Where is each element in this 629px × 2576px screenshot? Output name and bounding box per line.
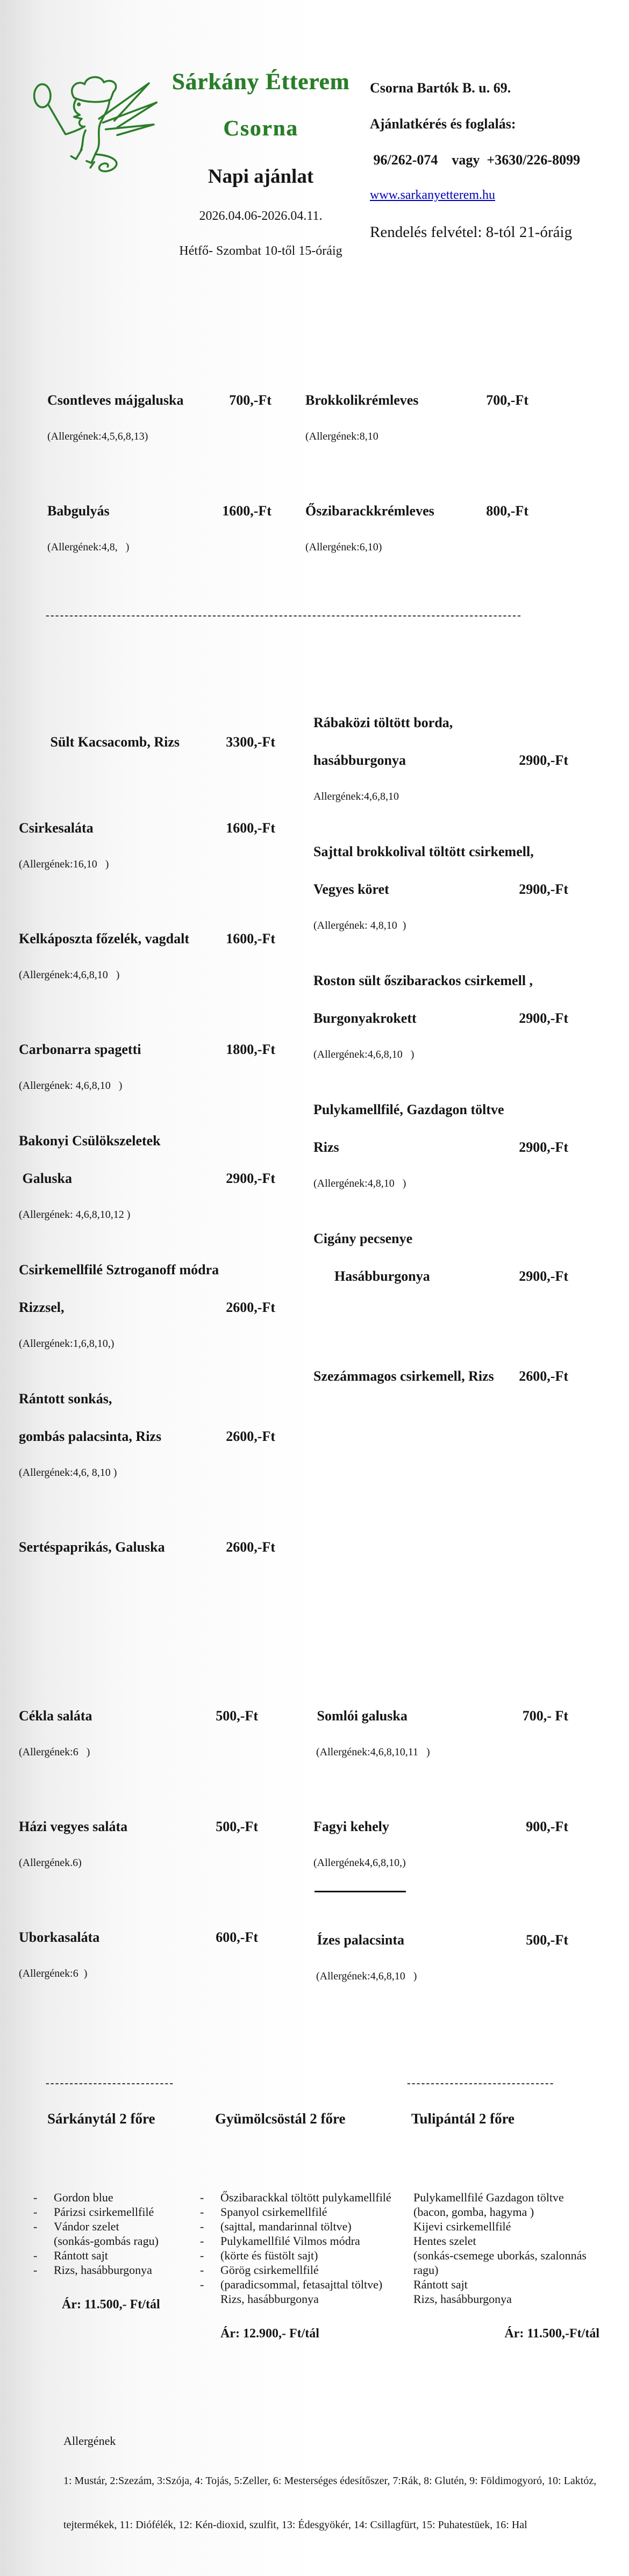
item-allergens: (Allergének:4,5,6,8,13) [47,430,148,442]
item-name: Burgonyakrokett [313,1010,417,1026]
menu-item [313,1892,568,2003]
platter-item-text: (sajttal, mandarinnal töltve) [220,2220,352,2233]
platter-item-text: (körte és füstölt sajt) [220,2249,318,2262]
item-price: 1600,-Ft [226,820,275,836]
platter-item [407,2205,606,2219]
platter-items [199,2161,407,2306]
allergen-line-1: 1: Mustár, 2:Szezám, 3:Szója, 4: Tojás, 5:Zeller, 6: Mesterséges édesítőszer, 7:Rák, 8: Glutén, 9: Földimogyoró, 10: Laktóz, [63,2475,597,2487]
menu-item [313,1081,568,1210]
platter-divider [199,2077,407,2090]
platter-item [32,2219,199,2234]
platter-item-text: Görög csirkemellfilé [220,2263,319,2277]
mains-section [0,665,629,1585]
platter-item [407,2248,606,2263]
item-name: Rizs [313,1139,339,1155]
opening-hours: Hétfő- Szombat 10-től 15-óráig [179,244,342,258]
platter-item-text: Gordon blue [54,2191,113,2204]
platter-item-text: Pulykamellfilé Vilmos módra [220,2234,360,2248]
item-name-line: Sajttal brokkolival töltött csirkemell, [313,844,534,859]
item-price: 500,-Ft [526,1932,568,1948]
dash-bullet: - [33,2205,38,2219]
menu-item [19,891,275,1002]
item-price: 500,-Ft [216,1708,258,1724]
item-allergens: (Allergének:4,6,8,10 ) [313,1970,417,1982]
item-price: 2900,-Ft [226,1171,275,1186]
platter-item [407,2219,606,2234]
platter-item [32,2248,199,2263]
platter-item [32,2234,199,2248]
platter-item-text: (bacon, gomba, hagyma ) [413,2205,534,2219]
item-allergens: (Allergének: 4,8,10 ) [313,920,406,931]
item-price: 2600,-Ft [226,1429,275,1444]
item-allergens: (Allergének:4,6,8,10 ) [19,969,120,981]
item-allergens: (Allergének: 4,6,8,10,12 ) [19,1209,131,1221]
menu-item [47,353,271,463]
platter-item-text: Rizs, hasábburgonya [54,2263,152,2277]
platter-item-text: (sonkás-csemege uborkás, szalonnás [413,2249,587,2262]
menu-item [47,463,271,574]
header-center [161,39,360,278]
dash-bullet [407,2263,413,2277]
item-price: 700,- Ft [522,1708,568,1724]
item-name-line: Csirkemellfilé Sztroganoff módra [19,1262,219,1278]
item-allergens: (Allergének:4,6,8,10 ) [313,1049,414,1060]
platter-item [199,2263,407,2277]
allergen-title: Allergének [63,2434,116,2448]
mains-column-left [19,665,275,1585]
item-allergens: (Allergének:6 ) [19,1746,90,1758]
allergen-footer [63,2414,629,2557]
platter-item [407,2263,606,2277]
platter-title: Gyümölcsöstál 2 főre [215,2111,346,2127]
dash-bullet: - [200,2263,204,2277]
menu-item [19,1779,258,1890]
restaurant-city: Csorna [223,116,298,140]
menu-item [313,1668,568,1779]
platter-item [199,2248,407,2263]
platter-item [407,2234,606,2248]
item-allergens: (Allergének:8,10 [305,430,378,442]
dash-bullet: - [33,2263,38,2277]
item-price: 2900,-Ft [519,881,568,897]
salads-desserts-section [0,1639,629,2003]
dash-bullet: - [33,2220,38,2233]
platter-item-text: Rántott sajt [413,2278,468,2291]
menu-item [19,1113,275,1242]
item-allergens: (Allergének.6) [19,1857,82,1869]
platter-item [199,2277,407,2292]
platter-item-text: (paradicsommal, fetasajttal töltve) [220,2278,383,2291]
item-price: 2900,-Ft [519,1268,568,1284]
item-price: 1800,-Ft [226,1042,275,1057]
mains-column-right [313,665,568,1585]
item-price: 500,-Ft [216,1819,258,1834]
platter-item [199,2219,407,2234]
dash-bullet: - [200,2205,204,2219]
item-allergens: Allergének:4,6,8,10 [313,791,399,802]
item-price: 2600,-Ft [226,1300,275,1315]
item-price: 900,-Ft [526,1819,568,1834]
item-allergens: (Allergének:4,8,10 ) [313,1178,406,1189]
platter-item-text: Vándor szelet [54,2220,119,2233]
item-price: 2900,-Ft [519,1139,568,1155]
platter-title: Tulipántál 2 főre [411,2111,515,2127]
item-name: Carbonarra spagetti [19,1042,141,1057]
platter-item-text: Párizsi csirkemellfilé [54,2205,154,2219]
platter-divider: --------------------------- [46,2077,175,2089]
platter-item [199,2190,407,2205]
item-name: Babgulyás [47,503,110,519]
item-name-line: Pulykamellfilé, Gazdagon töltve [313,1102,504,1117]
allergen-line-2: tejtermékek, 11: Diófélék, 12: Kén-dioxid, szulfit, 13: Édesgyökér, 14: Csillagfürt, 15: Puhatestüek, 16: Hal [63,2519,527,2531]
item-price: 600,-Ft [216,1929,258,1945]
address: Csorna Bartók B. u. 69. [370,80,511,96]
item-name: Csirkesaláta [19,820,94,836]
item-price: 700,-Ft [229,392,271,408]
item-name: Vegyes köret [313,881,389,897]
menu-item [19,1242,275,1370]
header-contact [360,39,618,278]
item-price: 1600,-Ft [222,503,271,519]
dash-bullet [407,2292,413,2306]
item-allergens: (Allergének:4,8, ) [47,541,130,553]
dash-bullet [407,2219,413,2234]
item-allergens: (Allergének:1,6,8,10,) [19,1338,115,1350]
platter-item-text: Rizs, hasábburgonya [220,2292,319,2306]
dash-bullet: - [200,2234,204,2248]
item-allergens: (Allergének:6,10) [305,541,382,553]
menu-item [313,1779,568,1890]
item-allergens: (Allergének:16,10 ) [19,858,109,870]
item-name: Somlói galuska [313,1708,408,1724]
item-allergens: (Allergének:4,6,8,10,11 ) [313,1746,430,1758]
dash-bullet: - [200,2220,204,2233]
item-name-line: Rábaközi töltött borda, [313,715,453,730]
dash-bullet: - [200,2249,204,2262]
soup-column-right [305,324,528,574]
dash-bullet [407,2205,413,2219]
item-name: gombás palacsinta, Rizs [19,1429,162,1444]
menu-item [19,1668,258,1779]
platter-item-text: Rántott sajt [54,2249,108,2262]
dash-bullet [407,2277,413,2292]
item-price: 3300,-Ft [226,734,275,750]
header [0,39,629,278]
dash-bullet [407,2234,413,2248]
item-price: 800,-Ft [486,503,528,519]
menu-item [19,780,275,891]
item-name: Házi vegyes saláta [19,1819,128,1834]
platters-section [0,2058,629,2361]
dash-bullet [407,2190,413,2205]
platter-item-text: Rizs, hasábburgonya [413,2292,512,2306]
platter-items [32,2161,199,2277]
item-name: hasábburgonya [313,752,406,768]
menu-item [313,694,568,823]
order-hours: Rendelés felvétel: 8-tól 21-óráig [370,224,573,241]
item-allergens: (Allergének:4,6, 8,10 ) [19,1467,117,1479]
section-divider: ---------------------------------------------------------------------------------------------------- [46,609,523,621]
booking-label: Ajánlatkérés és foglalás: [370,116,516,132]
item-name: Rizzsel, [19,1300,65,1315]
dash-bullet [32,2234,54,2248]
item-price: 1600,-Ft [226,931,275,946]
menu-item [313,823,568,952]
item-price: 2600,-Ft [519,1368,568,1384]
item-allergens: (Allergének: 4,6,8,10 ) [19,1080,123,1092]
platter-item [32,2263,199,2277]
dash-bullet: - [200,2278,204,2291]
platter-item-text: Hentes szelet [413,2234,476,2248]
website-link[interactable]: www.sarkanyetterem.hu [370,188,496,202]
menu-item [19,1499,275,1585]
menu-item [19,1002,275,1113]
platter-column-gyumolcsostal [199,2058,407,2361]
item-price: 2600,-Ft [226,1539,275,1555]
menu-item [305,463,528,574]
dash-bullet: - [33,2249,38,2262]
item-name: Uborkasaláta [19,1929,100,1945]
item-name-line: Roston sült őszibarackos csirkemell , [313,973,533,988]
item-name: Csontleves májgaluska [47,392,184,408]
item-name: Kelkáposzta főzelék, vagdalt [19,931,190,946]
item-name: Sült Kacsacomb, Rizs [19,734,180,750]
menu-item [313,1329,568,1415]
item-allergens: (Allergének:6 ) [19,1968,88,1979]
platter-column-tulipantal [407,2058,606,2361]
dash-bullet: - [33,2191,38,2204]
menu-item [305,353,528,463]
item-name: Ízes palacsinta [313,1932,404,1948]
platter-item-text: Kijevi csirkemellfilé [413,2220,511,2233]
logo-area [0,39,161,278]
platter-item-text: Pulykamellfilé Gazdagon töltve [413,2191,564,2204]
platter-price: Ár: 11.500,- Ft/tál [62,2298,160,2312]
platter-item [32,2205,199,2219]
platter-item-text: ragu) [413,2263,439,2277]
item-name: Szezámmagos csirkemell, Rizs [313,1368,494,1384]
dash-bullet: - [200,2191,204,2204]
platter-item [407,2190,606,2205]
menu-item [19,1890,258,2000]
soup-column-left [47,324,271,574]
platter-item-text: Őszibarackkal töltött pulykamellfilé [220,2191,391,2204]
menu-item [19,1370,275,1499]
platter-item [407,2277,606,2292]
phone-numbers: 96/262-074 vagy +3630/226-8099 [370,152,581,168]
item-price: 2900,-Ft [519,1010,568,1026]
item-name: Hasábburgonya [313,1268,430,1284]
platter-divider: ------------------------------- [407,2077,555,2089]
item-name: Cékla saláta [19,1708,92,1724]
platter-item [199,2234,407,2248]
item-name: Brokkolikrémleves [305,392,419,408]
item-name-line: Cigány pecsenye [313,1231,413,1246]
restaurant-name: Sárkány Étterem [171,69,350,95]
item-name: Fagyi kehely [313,1819,389,1834]
item-name: Őszibarackkrémleves [305,503,434,519]
menu-item [313,1210,568,1315]
platter-item-text: (sonkás-gombás ragu) [54,2234,159,2248]
menu-title: Napi ajánlat [208,166,314,188]
item-price: 2900,-Ft [519,752,568,768]
item-name: Sertéspaprikás, Galuska [19,1539,165,1555]
date-range: 2026.04.06-2026.04.11. [199,209,323,223]
platter-item [32,2190,199,2205]
platter-price: Ár: 11.500,-Ft/tál [504,2327,599,2341]
platter-title: Sárkánytál 2 főre [47,2111,155,2127]
platter-item [199,2205,407,2219]
dragon-chef-logo-icon [28,68,162,183]
item-name-line: Rántott sonkás, [19,1391,112,1407]
platter-items [407,2161,606,2306]
platter-item [407,2292,606,2306]
item-allergens: (Allergének4,6,8,10,) [313,1857,406,1869]
item-name-line: Bakonyi Csülökszeletek [19,1133,161,1149]
salads-column [19,1639,258,2003]
platter-item-text: Spanyol csirkemellfilé [220,2205,327,2219]
desserts-column [313,1639,568,2003]
platter-column-sarkanytal [32,2058,199,2361]
item-name: Galuska [19,1171,72,1186]
platter-item [199,2292,407,2306]
dash-bullet [199,2292,220,2306]
menu-item [313,952,568,1081]
dash-bullet [407,2248,413,2263]
soups-section [0,324,629,574]
item-price: 700,-Ft [486,392,528,408]
platter-price: Ár: 12.900,- Ft/tál [220,2327,319,2341]
menu-item [19,694,275,780]
